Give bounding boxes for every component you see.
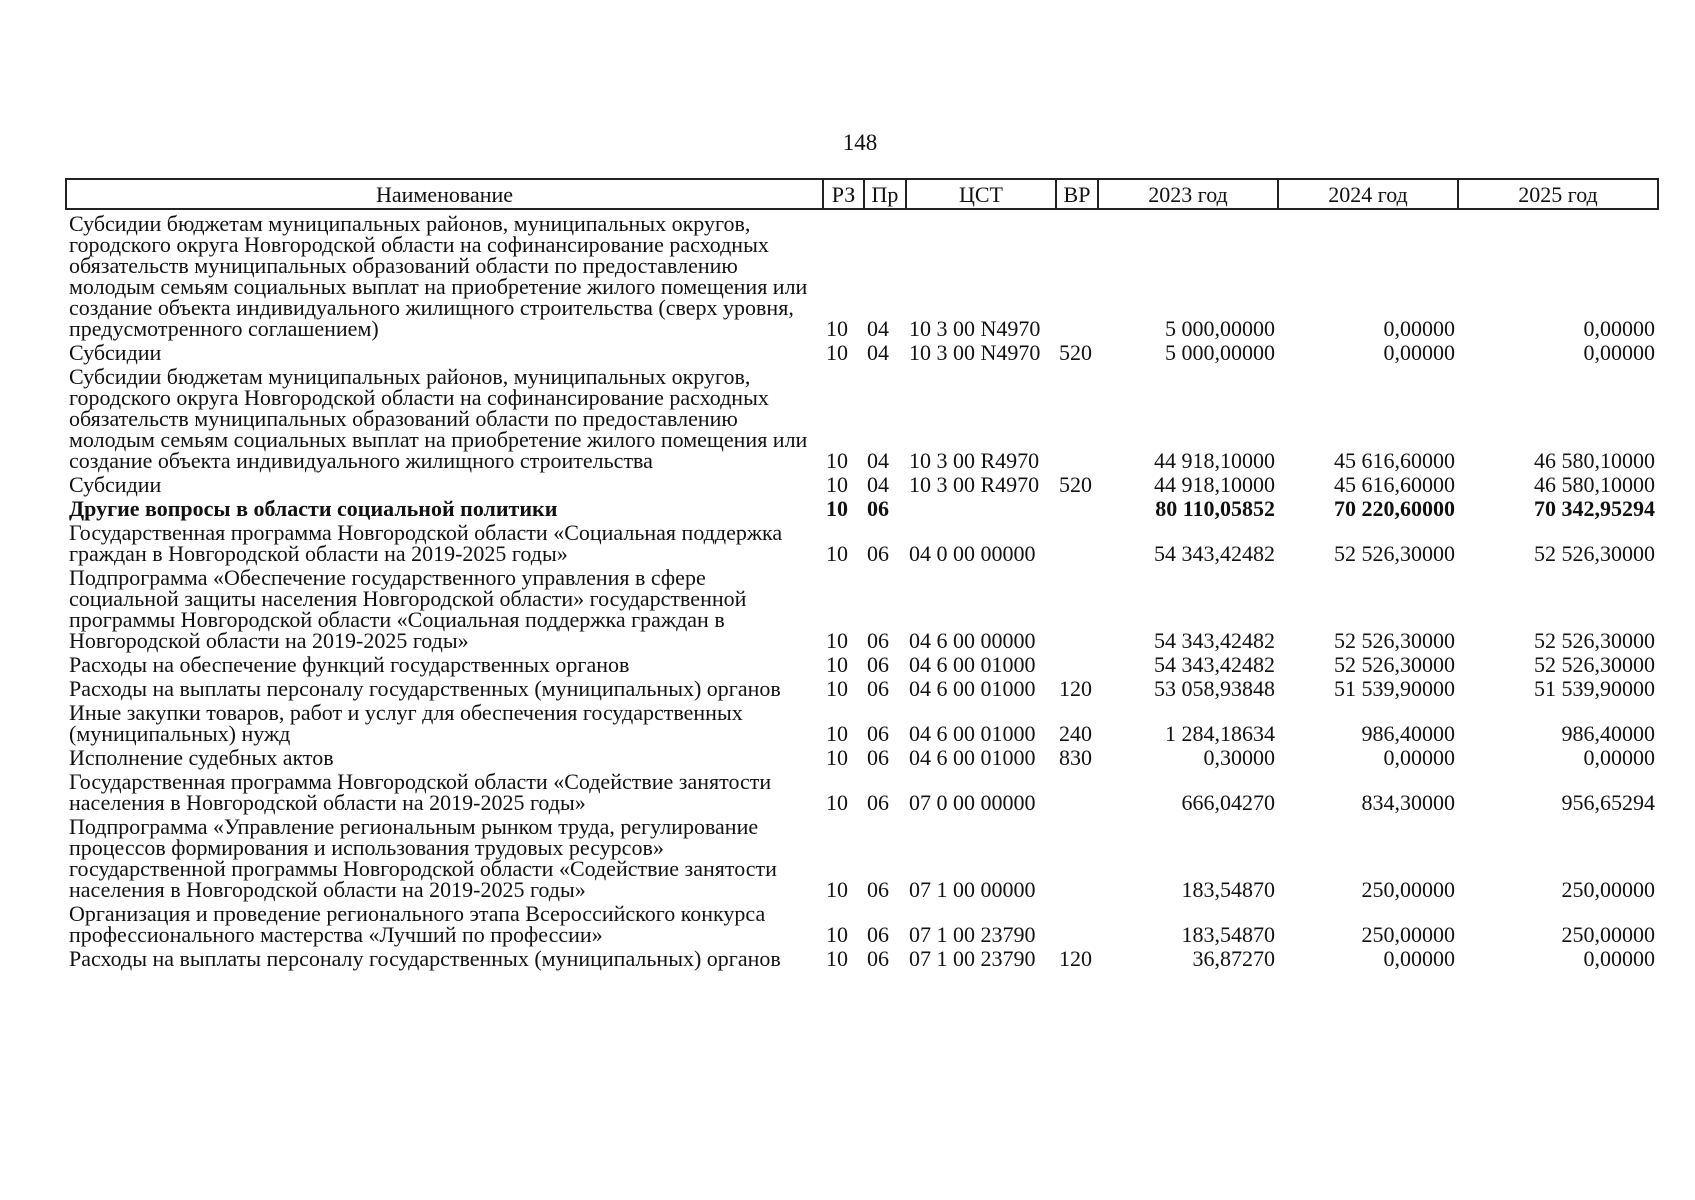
row-name: Расходы на выплаты персоналу государственных (муниципальных) органов [69, 946, 781, 971]
table-row [66, 945, 1658, 969]
table-body [66, 209, 1658, 969]
row-value-2024: 52 526,30000 [1334, 652, 1455, 677]
row-cst: 04 6 00 00000 [909, 628, 1036, 653]
row-value-2024: 986,40000 [1361, 721, 1455, 746]
row-value-2025: 986,40000 [1561, 721, 1655, 746]
row-cst: 04 6 00 01000 [909, 721, 1036, 746]
row-name: Иные закупки товаров, работ и услуг для обеспечения государственных (муниципальных) нужд [69, 700, 743, 746]
row-value-2025: 0,00000 [1583, 745, 1655, 770]
row-vr [1056, 209, 1098, 339]
row-value-2024: 51 539,90000 [1334, 676, 1455, 701]
header-2024: 2024 год [1278, 179, 1458, 209]
row-name: Государственная программа Новгородской области «Социальная поддержка граждан в Новгородской области на 2019-2025 годы» [69, 520, 783, 566]
table-row [66, 339, 1658, 363]
row-pr: 06 [867, 676, 889, 701]
row-vr [1056, 363, 1098, 471]
row-name: Субсидии бюджетам муниципальных районов, муниципальных округов, городского округа Новгородской области на софинансирование расходных обязательств муниципальных образований области по предоставлению молодым семьям социальных выплат на приобретение жилого помещения или создание объекта индивидуального жилищного строительства (сверх уровня, предусмотренного соглашением) [69, 211, 808, 341]
row-name: Подпрограмма «Обеспечение государственного управления в сфере социальной защиты населения Новгородской области» государственной программы Новгородской области «Социальная поддержка граждан в Новгородской области на 2019-2025 годы» [69, 565, 747, 653]
row-value-2024: 52 526,30000 [1334, 628, 1455, 653]
row-value-2023: 44 918,10000 [1154, 472, 1275, 497]
row-value-2024: 0,00000 [1383, 316, 1455, 341]
row-name: Другие вопросы в области социальной политики [69, 496, 558, 521]
row-value-2025: 0,00000 [1583, 340, 1655, 365]
row-value-2025: 0,00000 [1583, 316, 1655, 341]
row-value-2024: 0,00000 [1383, 946, 1455, 971]
row-value-2024: 0,00000 [1383, 745, 1455, 770]
row-name: Субсидии [69, 340, 162, 365]
row-rz: 10 [826, 496, 848, 521]
table-row [66, 519, 1658, 564]
row-rz: 10 [826, 340, 848, 365]
row-pr: 06 [867, 541, 889, 566]
row-cst: 07 1 00 23790 [909, 946, 1036, 971]
table-row [66, 209, 1658, 339]
row-pr: 06 [867, 877, 889, 902]
row-value-2023: 666,04270 [1181, 790, 1275, 815]
row-rz: 10 [826, 676, 848, 701]
row-rz: 10 [826, 790, 848, 815]
row-cst: 04 6 00 01000 [909, 745, 1036, 770]
row-cst: 07 0 00 00000 [909, 790, 1036, 815]
row-value-2024: 0,00000 [1383, 340, 1455, 365]
row-value-2023: 54 343,42482 [1154, 628, 1275, 653]
row-cst: 07 1 00 23790 [909, 922, 1036, 947]
row-cst: 10 3 00 N4970 [909, 340, 1041, 365]
header-pr: Пр [864, 179, 906, 209]
table-row [66, 675, 1658, 699]
row-name: Субсидии [69, 472, 162, 497]
row-vr: 120 [1059, 676, 1092, 701]
row-value-2025: 250,00000 [1561, 877, 1655, 902]
row-value-2025: 70 342,95294 [1534, 496, 1655, 521]
row-rz: 10 [826, 922, 848, 947]
row-value-2024: 45 616,60000 [1334, 448, 1455, 473]
row-rz: 10 [826, 541, 848, 566]
header-name: Наименование [66, 179, 823, 209]
header-2025: 2025 год [1458, 179, 1658, 209]
row-value-2023: 36,87270 [1192, 946, 1275, 971]
row-value-2023: 0,30000 [1203, 745, 1275, 770]
row-vr: 520 [1059, 340, 1092, 365]
table-row [66, 768, 1658, 813]
row-pr: 04 [867, 340, 889, 365]
row-value-2024: 834,30000 [1361, 790, 1455, 815]
table-row [66, 813, 1658, 900]
row-cst: 07 1 00 00000 [909, 877, 1036, 902]
table-header-row [66, 179, 1658, 209]
row-value-2023: 5 000,00000 [1165, 316, 1275, 341]
row-pr: 04 [867, 472, 889, 497]
row-pr: 06 [867, 496, 889, 521]
row-pr: 06 [867, 790, 889, 815]
row-vr: 520 [1059, 472, 1092, 497]
row-value-2023: 54 343,42482 [1154, 541, 1275, 566]
header-vr: ВР [1056, 179, 1098, 209]
row-pr: 06 [867, 628, 889, 653]
table-row [66, 900, 1658, 945]
row-name: Исполнение судебных актов [69, 745, 334, 770]
row-name: Субсидии бюджетам муниципальных районов, муниципальных округов, городского округа Новгородской области на софинансирование расходных обязательств муниципальных образований области по предоставлению молодым семьям социальных выплат на приобретение жилого помещения или создание объекта индивидуального жилищного строительства [69, 364, 808, 473]
row-value-2025: 46 580,10000 [1534, 448, 1655, 473]
header-cst: ЦСТ [906, 179, 1056, 209]
row-value-2025: 250,00000 [1561, 922, 1655, 947]
row-cst: 04 6 00 01000 [909, 652, 1036, 677]
table-row [66, 564, 1658, 651]
row-pr: 06 [867, 946, 889, 971]
row-name: Подпрограмма «Управление региональным рынком труда, регулирование процессов формирования и использования трудовых ресурсов» государственной программы Новгородской области «Содействие занятости населения в Новгородской области на 2019-2025 годы» [69, 814, 777, 902]
row-cst: 10 3 00 N4970 [909, 316, 1041, 341]
row-value-2025: 0,00000 [1583, 946, 1655, 971]
row-pr: 06 [867, 652, 889, 677]
row-value-2023: 183,54870 [1181, 922, 1275, 947]
row-vr: 240 [1059, 721, 1092, 746]
row-value-2025: 52 526,30000 [1534, 652, 1655, 677]
row-cst: 04 0 00 00000 [909, 541, 1036, 566]
row-vr [1056, 768, 1098, 813]
row-value-2023: 53 058,93848 [1154, 676, 1275, 701]
row-vr [1056, 813, 1098, 900]
row-rz: 10 [826, 946, 848, 971]
row-vr [1056, 651, 1098, 675]
row-value-2025: 52 526,30000 [1534, 541, 1655, 566]
row-pr: 04 [867, 448, 889, 473]
row-vr [1056, 900, 1098, 945]
row-vr: 120 [1059, 946, 1092, 971]
row-value-2024: 52 526,30000 [1334, 541, 1455, 566]
row-rz: 10 [826, 745, 848, 770]
table-row [66, 363, 1658, 471]
row-rz: 10 [826, 652, 848, 677]
row-vr: 830 [1059, 745, 1092, 770]
row-value-2023: 44 918,10000 [1154, 448, 1275, 473]
row-name: Государственная программа Новгородской области «Содействие занятости населения в Новгородской области на 2019-2025 годы» [69, 769, 772, 815]
row-pr: 06 [867, 922, 889, 947]
row-value-2025: 956,65294 [1561, 790, 1655, 815]
row-pr: 06 [867, 745, 889, 770]
row-cst: 10 3 00 R4970 [909, 472, 1040, 497]
row-rz: 10 [826, 721, 848, 746]
row-name: Расходы на обеспечение функций государственных органов [69, 652, 630, 677]
table-row [66, 651, 1658, 675]
header-rz: РЗ [823, 179, 864, 209]
row-value-2023: 5 000,00000 [1165, 340, 1275, 365]
row-value-2024: 250,00000 [1361, 877, 1455, 902]
row-rz: 10 [826, 316, 848, 341]
table-row [66, 699, 1658, 744]
row-vr [1056, 564, 1098, 651]
row-rz: 10 [826, 628, 848, 653]
table-row [66, 744, 1658, 768]
row-value-2024: 250,00000 [1361, 922, 1455, 947]
row-value-2024: 70 220,60000 [1334, 496, 1455, 521]
page-number: 148 [842, 130, 878, 155]
row-value-2025: 52 526,30000 [1534, 628, 1655, 653]
header-2023: 2023 год [1098, 179, 1278, 209]
row-cst [906, 495, 1056, 519]
row-pr: 06 [867, 721, 889, 746]
row-vr [1056, 495, 1098, 519]
row-pr: 04 [867, 316, 889, 341]
row-name: Расходы на выплаты персоналу государственных (муниципальных) органов [69, 676, 781, 701]
budget-table [65, 178, 1659, 969]
row-value-2025: 51 539,90000 [1534, 676, 1655, 701]
row-rz: 10 [826, 472, 848, 497]
row-value-2023: 54 343,42482 [1154, 652, 1275, 677]
table-row [66, 471, 1658, 495]
table-row [66, 495, 1658, 519]
row-value-2024: 45 616,60000 [1334, 472, 1455, 497]
row-vr [1056, 519, 1098, 564]
row-rz: 10 [826, 877, 848, 902]
row-value-2025: 46 580,10000 [1534, 472, 1655, 497]
row-value-2023: 183,54870 [1181, 877, 1275, 902]
row-cst: 10 3 00 R4970 [909, 448, 1040, 473]
row-name: Организация и проведение регионального этапа Всероссийского конкурса профессионального мастерства «Лучший по профессии» [69, 901, 766, 947]
row-rz: 10 [826, 448, 848, 473]
row-value-2023: 1 284,18634 [1165, 721, 1275, 746]
row-cst: 04 6 00 01000 [909, 676, 1036, 701]
row-value-2023: 80 110,05852 [1155, 496, 1275, 521]
